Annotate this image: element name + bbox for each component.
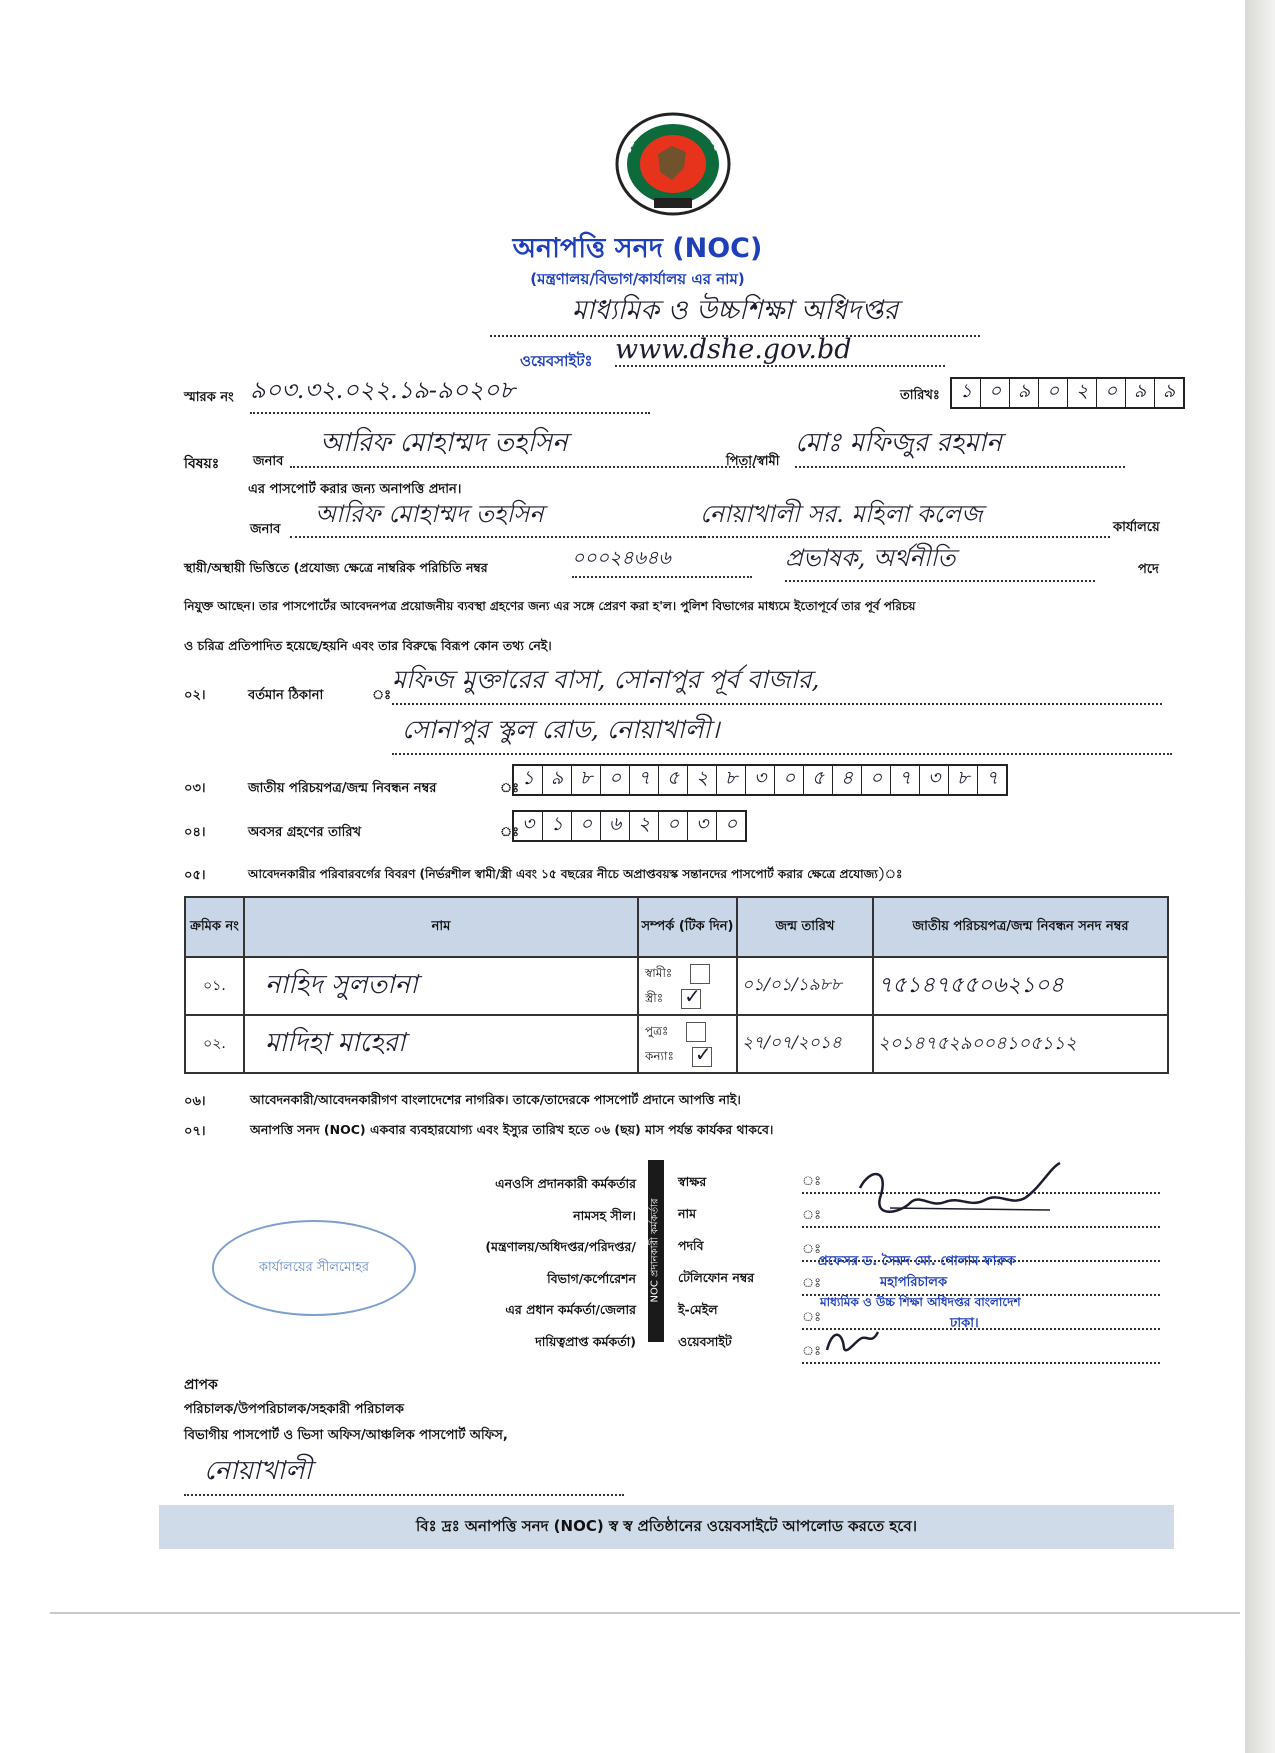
- relation-cell: [638, 1015, 737, 1073]
- item03-colon: ঃ: [500, 781, 520, 796]
- digit-box: ৪: [833, 766, 862, 794]
- basis-text: স্থায়ী/অস্থায়ী ভিত্তিতে (প্রযোজ্য ক্ষেত্রে নাম্বরিক পরিচিতি নম্বর: [184, 560, 488, 575]
- digit-box: ৯: [1162, 380, 1176, 402]
- item07-number: ০৭।: [184, 1124, 206, 1139]
- relation-label: কন্যাঃ: [645, 1049, 674, 1063]
- recipient-line2: বিভাগীয় পাসপোর্ট ও ভিসা অফিস/আঞ্চলিক পাসপোর্ট অফিস,: [184, 1428, 508, 1443]
- digit-box: ২: [688, 766, 717, 794]
- date-label: তারিখঃ: [900, 388, 940, 403]
- signatory-description: [400, 1168, 636, 1357]
- digit-box: ১: [543, 812, 572, 840]
- field-signature-label: স্বাক্ষর: [678, 1174, 707, 1189]
- designation: প্রভাষক, অর্থনীতি: [785, 540, 1095, 582]
- item06-text: আবেদনকারী/আবেদনকারীগণ বাংলাদেশের নাগরিক। তাকে/তাদেরকে পাসপোর্ট প্রদানে আপত্তি নাই।: [250, 1092, 741, 1107]
- row-name: নাহিদ সুলতানা: [244, 957, 638, 1015]
- recipient-line1: পরিচালক/উপপরিচালক/সহকারী পরিচালক: [184, 1402, 404, 1417]
- item04-number: ০৪।: [184, 825, 206, 840]
- digit-box: ০: [724, 813, 738, 835]
- digit-box: ২: [1068, 379, 1097, 407]
- designation-suffix: পদে: [1138, 562, 1159, 577]
- table-row: [185, 1015, 1168, 1073]
- recipient-label: প্রাপক: [184, 1377, 218, 1393]
- address-line1: মফিজ মুক্তারের বাসা, সোনাপুর পূর্ব বাজার,: [392, 660, 1162, 705]
- header-nid: জাতীয় পরিচয়পত্র/জন্ম নিবন্ধন সনদ নম্বর: [873, 897, 1168, 957]
- officer-name: প্রফেসর ড. সৈয়দ মো. গোলাম ফারুক: [818, 1254, 1016, 1269]
- family-table: [184, 896, 1169, 1074]
- body-mr-label: জনাব: [250, 522, 281, 537]
- memo-label: স্মারক নং: [184, 390, 234, 405]
- digit-box: ৯: [1126, 379, 1155, 407]
- digit-box: ০: [572, 812, 601, 840]
- relation-label: পুত্রঃ: [645, 1024, 669, 1038]
- body-office: নোয়াখালী সর. মহিলা কলেজ: [700, 496, 1110, 538]
- field-phone-line: ঃ: [802, 1268, 1160, 1296]
- header-dob: জন্ম তারিখ: [737, 897, 873, 957]
- signatory-line: এর প্রধান কর্মকর্তা/জেলার: [505, 1302, 636, 1317]
- field-phone-label: টেলিফোন নম্বর: [678, 1270, 755, 1285]
- signatory-line: দায়িত্বপ্রাপ্ত কর্মকর্তা): [535, 1333, 636, 1349]
- field-email-label: ই-মেইল: [678, 1302, 718, 1317]
- item03-label: জাতীয় পরিচয়পত্র/জন্ম নিবন্ধন নম্বর: [248, 781, 437, 796]
- digit-box: ২: [630, 812, 659, 840]
- father-name: মোঃ মফিজুর রহমান: [795, 422, 1125, 468]
- recipient-city: নোয়াখালী: [184, 1450, 624, 1496]
- digit-box: ৯: [543, 766, 572, 794]
- digit-box: ৩: [920, 766, 949, 794]
- digit-box: ৬: [601, 812, 630, 840]
- scan-edge-line: [50, 1612, 1240, 1614]
- initials-signature-icon: [822, 1320, 882, 1360]
- website-value: www.dshe.gov.bd: [615, 334, 945, 367]
- row-nid: ৭৫১৪৭৫৫০৬২১০৪: [873, 957, 1168, 1015]
- government-seal-icon: [614, 112, 732, 217]
- relation-checkbox-checked[interactable]: [692, 1047, 712, 1067]
- digit-box: ৭: [985, 767, 999, 789]
- subject-line2: এর পাসপোর্ট করার জন্য অনাপত্তি প্রদান।: [248, 482, 462, 497]
- item02-colon: ঃ: [372, 688, 392, 703]
- office-name-hint: (মন্ত্রণালয়/বিভাগ/কার্যালয় এর নাম): [530, 270, 745, 288]
- digit-box: ৫: [659, 766, 688, 794]
- digit-box: ৯: [1010, 379, 1039, 407]
- row-serial: ০১.: [185, 957, 244, 1015]
- digit-box: ১: [952, 379, 981, 407]
- digit-box: ০: [1097, 379, 1126, 407]
- item07-text: অনাপত্তি সনদ (NOC) একবার ব্যবহারযোগ্য এবং ইস্যুর তারিখ হতে ০৬ (ছয়) মাস পর্যন্ত কার্যকর থাকবে।: [250, 1122, 774, 1137]
- item02-label: বর্তমান ঠিকানা: [248, 688, 324, 703]
- digit-box: ৩: [688, 812, 717, 840]
- digit-box: ৮: [949, 766, 978, 794]
- item03-number: ০৩।: [184, 781, 206, 796]
- signatory-fields: [678, 1166, 754, 1358]
- row-nid: ২০১৪৭৫২৯০০৪১০৫১১২: [873, 1015, 1168, 1073]
- body-line3: নিযুক্ত আছেন। তার পাসপোর্টের আবেদনপত্র প্রয়োজনীয় ব্যবস্থা গ্রহণের জন্য এর সঙ্গে প্রেরণ করা হ'ল। পুলিশ বিভাগের মাধ্যমে ইতোপূর্বে তার পূর্ব পরিচয়: [184, 599, 916, 613]
- scan-edge-shadow: [1245, 0, 1275, 1753]
- digit-box: ৭: [891, 766, 920, 794]
- digit-box: ০: [1039, 379, 1068, 407]
- item04-label: অবসর গ্রহণের তারিখ: [248, 825, 362, 840]
- retirement-date-boxes: [512, 810, 747, 842]
- digit-box: ০: [981, 379, 1010, 407]
- row-dob: ২৭/০৭/২০১৪: [737, 1015, 873, 1073]
- noc-officer-strip: [648, 1160, 664, 1342]
- field-website-line: ঃ: [802, 1336, 1160, 1364]
- item05-number: ০৫।: [184, 868, 206, 883]
- officer-city: ঢাকা।: [950, 1316, 979, 1331]
- header-name: নাম: [244, 897, 638, 957]
- digit-box: ০: [775, 766, 804, 794]
- father-label: পিতা/স্বামী: [726, 454, 780, 469]
- field-website-label: ওয়েবসাইট: [678, 1334, 732, 1349]
- field-signature-line: ঃ: [802, 1166, 1160, 1194]
- document-title: অনাপত্তি সনদ (NOC): [512, 233, 763, 264]
- digit-box: ৩: [746, 766, 775, 794]
- field-name-line: ঃ: [802, 1200, 1160, 1228]
- table-row: [185, 957, 1168, 1015]
- digit-box: ০: [601, 766, 630, 794]
- body-name: আরিফ মোহাম্মদ তহসিন: [290, 496, 705, 538]
- row-serial: ০২.: [185, 1015, 244, 1073]
- subject-name: আরিফ মোহাম্মদ তহসিন: [290, 422, 755, 468]
- header-relation: সম্পর্ক (টিক দিন): [638, 897, 737, 957]
- field-designation-line: ঃ: [802, 1234, 1160, 1262]
- officer-office: মাধ্যমিক ও উচ্চ শিক্ষা অধিদপ্তর বাংলাদেশ: [820, 1295, 1021, 1309]
- office-suffix: কার্যালয়ে: [1113, 520, 1160, 535]
- signatory-line: (মন্ত্রণালয়/অধিদপ্তর/পরিদপ্তর/: [485, 1239, 636, 1254]
- memo-date-boxes: [950, 377, 1185, 409]
- digit-box: ১: [514, 766, 543, 794]
- item04-colon: ঃ: [500, 825, 520, 840]
- digit-box: ৮: [717, 766, 746, 794]
- signatory-line: বিভাগ/কর্পোরেশন: [547, 1270, 636, 1286]
- relation-label: স্ত্রীঃ: [645, 991, 664, 1005]
- subject-mr-label: জনাব: [253, 454, 284, 469]
- row-dob: ০১/০১/১৯৮৮: [737, 957, 873, 1015]
- signatory-line: নামসহ সীল।: [573, 1207, 636, 1223]
- address-line2: সোনাপুর স্কুল রোড, নোয়াখালী।: [392, 710, 1172, 755]
- id-number: ০০০২৪৬৪৬: [572, 544, 752, 578]
- field-email-line: ঃ: [802, 1302, 1160, 1330]
- digit-box: ৭: [630, 766, 659, 794]
- relation-checkbox[interactable]: [690, 964, 710, 984]
- office-name: মাধ্যমিক ও উচ্চশিক্ষা অধিদপ্তর: [490, 290, 980, 337]
- digit-box: ৫: [804, 766, 833, 794]
- relation-label: স্বামীঃ: [645, 966, 673, 980]
- relation-cell: [638, 957, 737, 1015]
- subject-label: বিষয়ঃ: [184, 456, 220, 472]
- nid-digit-boxes: [512, 764, 1008, 796]
- item02-number: ০২।: [184, 688, 206, 703]
- header-serial: ক্রমিক নং: [185, 897, 244, 957]
- website-label: ওয়েবসাইটঃ: [520, 352, 593, 370]
- digit-box: ০: [862, 766, 891, 794]
- footer-note: বিঃ দ্রঃ অনাপত্তি সনদ (NOC) স্ব স্ব প্রতিষ্ঠানের ওয়েবসাইটে আপলোড করতে হবে।: [159, 1505, 1174, 1549]
- item06-number: ০৬।: [184, 1094, 206, 1109]
- digit-box: ৩: [514, 812, 543, 840]
- relation-checkbox-checked[interactable]: [681, 989, 701, 1009]
- memo-number: ৯০৩.৩২.০২২.১৯-৯০২০৮: [250, 372, 650, 414]
- signatory-line: এনওসি প্রদানকারী কর্মকর্তার: [495, 1176, 636, 1191]
- digit-box: ০: [659, 812, 688, 840]
- body-line4: ও চরিত্র প্রতিপাদিত হয়েছে/হয়নি এবং তার বিরুদ্ধে বিরূপ কোন তথ্য নেই।: [184, 638, 552, 653]
- handwritten-signature-icon: [850, 1158, 1070, 1238]
- relation-checkbox[interactable]: [686, 1022, 706, 1042]
- officer-title: মহাপরিচালক: [880, 1275, 948, 1290]
- item05-label: আবেদনকারীর পরিবারবর্গের বিবরণ (নির্ভরশীল স্বামী/স্ত্রী এবং ১৫ বছরের নীচে অপ্রাপ্তবয়স্ক সন্তানদের পাসপোর্ট করার ক্ষেত্রে প্রযোজ্য)ঃ: [248, 867, 903, 881]
- family-table-header: [185, 897, 1168, 957]
- noc-strip-text: NOC প্রদানকারী কর্মকর্তার: [649, 1198, 661, 1303]
- field-designation-label: পদবি: [678, 1238, 704, 1253]
- office-seal-placeholder: কার্যালয়ের সীলমোহর: [212, 1220, 416, 1316]
- field-name-label: নাম: [678, 1206, 697, 1221]
- digit-box: ৮: [572, 766, 601, 794]
- row-name: মাদিহা মাহেরা: [244, 1015, 638, 1073]
